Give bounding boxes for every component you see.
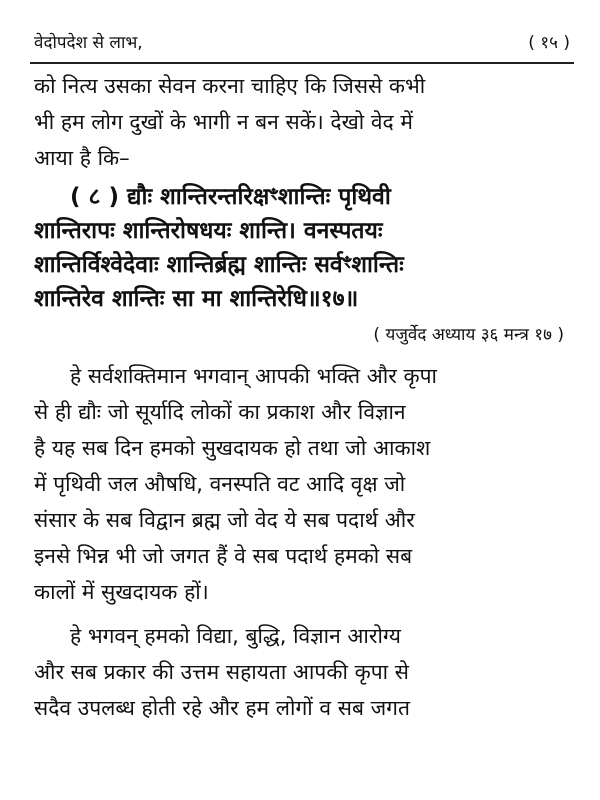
text-line: हे भगवन् हमको विद्या, बुद्धि, विज्ञान आरोग्य bbox=[70, 624, 401, 648]
mantra-line: ( ८ ) द्यौः शान्तिरन्तरिक्षꣳशान्तिः पृथिवी bbox=[70, 184, 391, 210]
text-line: है यह सब दिन हमको सुखदायक हो तथा जो आकाश bbox=[34, 436, 431, 460]
page-number: ( १५ ) bbox=[528, 33, 570, 53]
text-line: भी हम लोग दुखों के भागी न बन सकें। देखो वेद में bbox=[34, 110, 413, 134]
text-line: से ही द्यौः जो सूर्यादि लोकों का प्रकाश और विज्ञान bbox=[34, 400, 406, 424]
chapter-title: वेदोपदेश से लाभ, bbox=[34, 33, 143, 53]
text-line: आया है कि– bbox=[34, 146, 130, 170]
explanation-paragraph-1 bbox=[34, 358, 570, 610]
intro-paragraph bbox=[34, 68, 570, 176]
text-line: सदैव उपलब्ध होती रहे और हम लोगों व सब जगत bbox=[34, 696, 410, 720]
header-rule bbox=[30, 62, 574, 64]
text-line: इनसे भिन्न भी जो जगत हैं वे सब पदार्थ हमको सब bbox=[34, 544, 413, 568]
mantra-line: शान्तिरेव शान्तिः सा मा शान्तिरेधि॥१७॥ bbox=[34, 286, 359, 312]
text-line: और सब प्रकार की उत्तम सहायता आपकी कृपा से bbox=[34, 660, 409, 684]
sanskrit-mantra bbox=[34, 180, 570, 316]
mantra-line: शान्तिर्विश्वेदेवाः शान्तिर्ब्रह्म शान्तिः सर्वꣳशान्तिः bbox=[34, 252, 404, 278]
running-header bbox=[34, 30, 570, 56]
mantra-line: शान्तिरापः शान्तिरोषधयः शान्ति। वनस्पतयः bbox=[34, 218, 383, 244]
text-line: हे सर्वशक्तिमान भगवान् आपकी भक्ति और कृपा bbox=[70, 364, 437, 388]
mantra-reference: ( यजुर्वेद अध्याय ३६ मन्त्र १७ ) bbox=[373, 325, 564, 345]
body-text bbox=[34, 68, 570, 726]
text-line: संसार के सब विद्वान ब्रह्म जो वेद ये सब पदार्थ और bbox=[34, 508, 415, 532]
explanation-paragraph-2 bbox=[34, 618, 570, 726]
text-line: कालों में सुखदायक हों। bbox=[34, 580, 209, 604]
text-line: को नित्य उसका सेवन करना चाहिए कि जिससे कभी bbox=[34, 74, 426, 98]
text-line: में पृथिवी जल औषधि, वनस्पति वट आदि वृक्ष जो bbox=[34, 472, 406, 496]
